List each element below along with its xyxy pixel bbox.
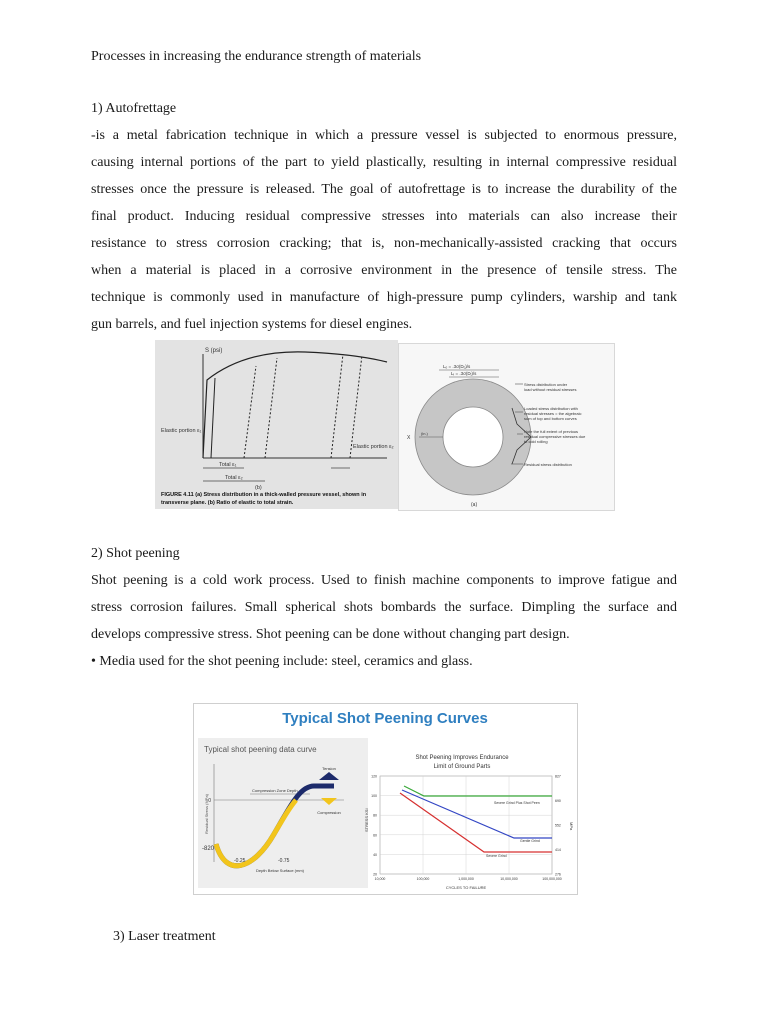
panel-label-b: (b)	[255, 485, 262, 491]
y-tick-0: 0	[208, 798, 211, 804]
bullet-media: • Media used for the shot peening include: steel, ceramics and glass.	[91, 654, 473, 669]
x-tick-2: -0.75	[278, 858, 290, 864]
blue-series-line	[402, 790, 552, 838]
y2-tick-label: 414	[555, 848, 561, 852]
figure-thick-walled-vessel	[398, 343, 615, 511]
paragraph-line: develops compressive stress. Shot peening can be done without changing part design.	[91, 627, 570, 642]
zone-label: Compression Zone Depth	[252, 788, 298, 793]
formula-outer: Lₒ = .3σ(Dₒ)/s	[443, 364, 471, 369]
y2-tick-label: 276	[555, 872, 561, 877]
paragraph-line: stress corrosion failures. Small spherical shots bombards the surface. Dimpling the surface and	[91, 600, 677, 615]
right-title-2: Limit of Ground Parts	[433, 764, 491, 770]
paragraph-line: resistance to stress corrosion cracking; that is, non-mechanically-assisted cracking that occurs	[91, 236, 677, 251]
y-tick-min: -820	[202, 846, 215, 852]
total-strain-2: Total ε₂	[225, 475, 243, 481]
annotation: residual compressive stresses due	[524, 434, 586, 439]
page-title: Processes in increasing the endurance strength of materials	[91, 49, 422, 64]
right-yticks	[371, 775, 377, 877]
total-strain-1: Total ε₁	[219, 462, 237, 468]
strain-ratio-diagram	[155, 340, 398, 509]
paragraph-line: -is a metal fabrication technique in which a pressure vessel is subjected to enormous pressure,	[91, 128, 677, 143]
panel-label-a: (a)	[471, 502, 478, 508]
shot-peening-diagram	[194, 704, 577, 894]
paragraph-line: technique is commonly used in manufacture of high-pressure pump cylinders, warship and tank	[91, 290, 677, 305]
right-xticks	[375, 877, 562, 881]
y-tick-label: 120	[371, 774, 377, 779]
left-ylabel: Residual Stress (MPa)	[204, 793, 209, 834]
x-tick-label: 100,000	[416, 877, 430, 881]
section-heading-autofrettage: 1) Autofrettage	[91, 101, 177, 116]
figure-caption-line1: FIGURE 4.11 (a) Stress distribution in a thick-walled pressure vessel, shown in	[161, 492, 367, 498]
paragraph-line: causing internal portions of the part to yield plastically, resulting in internal compressive residual	[91, 155, 677, 170]
tension-label: Tension	[322, 766, 336, 771]
compression-label: Compression	[317, 810, 341, 815]
y-tick-label: 20	[373, 872, 377, 877]
label-in: (in.)	[421, 431, 428, 436]
y-tick-label: 40	[373, 852, 377, 857]
label-x: X	[407, 435, 411, 441]
elastic-portion-2: Elastic portion ε₂	[353, 444, 394, 450]
y-tick-label: 60	[373, 833, 377, 838]
formula-inner: Lᵢ = .3σ(Dᵢ)/s	[451, 371, 477, 376]
right-y2ticks	[555, 775, 561, 877]
figure-shot-peening-curves	[193, 703, 578, 895]
left-xlabel: Depth Below Surface (mm)	[255, 868, 305, 873]
annotation: Note the full extent of previous	[524, 429, 579, 434]
annotation: Residual stress distribution	[524, 462, 572, 467]
section-heading-laser-treatment: 3) Laser treatment	[113, 929, 216, 944]
y2-tick-label: 827	[555, 774, 561, 779]
y2-tick-label: 552	[555, 823, 561, 828]
right-y2label: MPa	[569, 822, 574, 831]
annotation: residual stresses = the algebraic	[524, 411, 582, 416]
right-ylabel: STRESS KSI	[364, 808, 369, 832]
figure-title: Typical Shot Peening Curves	[282, 710, 488, 727]
left-panel-title: Typical shot peening data curve	[204, 745, 317, 754]
right-grid	[380, 776, 552, 874]
paragraph-line: stresses once the pressure is released. The goal of autofrettage is to increase the durability of the	[91, 182, 677, 197]
blue-series-label: Gentle Grind	[520, 839, 540, 843]
annotation: Loaded stress distribution with	[524, 406, 578, 411]
y-tick-label: 100	[371, 794, 377, 799]
paragraph-line: Shot peening is a cold work process. Used to finish machine components to improve fatigue and	[91, 573, 677, 588]
annotation: to cold rolling	[524, 439, 548, 444]
green-series-line	[404, 786, 552, 796]
paragraph-line: gun barrels, and fuel injection systems for diesel engines.	[91, 317, 413, 332]
annotation: load without residual stresses	[524, 387, 577, 392]
x-tick-label: 10,000	[374, 877, 386, 881]
paragraph-line: when a material is placed in a corrosive environment in the presence of tensile stress. The	[91, 263, 677, 278]
figure-strain-ratio	[155, 340, 398, 509]
figure-caption-line2: transverse plane. (b) Ratio of elastic to total strain.	[161, 500, 294, 506]
x-tick-1: -0.25	[234, 858, 246, 864]
y-tick-label: 80	[373, 813, 377, 818]
y2-tick-label: 690	[555, 799, 561, 803]
red-series-label: Severe Grind	[486, 854, 507, 858]
annotation: sum of top and bottom curves	[524, 416, 577, 421]
section-heading-shot-peening: 2) Shot peening	[91, 546, 180, 561]
annotation: Stress distribution under	[524, 382, 568, 387]
x-tick-label: 1,000,000	[458, 877, 474, 881]
x-tick-label: 100,000,000	[542, 877, 562, 881]
paragraph-line: final product. Inducing residual compressive stresses into materials can also increase their	[91, 209, 677, 224]
green-series-label: Severe Grind Plus Shot Peen	[494, 801, 540, 805]
vessel-cross-section	[399, 344, 614, 510]
left-panel-bg	[198, 738, 368, 888]
elastic-portion-1: Elastic portion ε₁	[161, 428, 202, 434]
axis-label-s: S (psi)	[205, 348, 223, 354]
right-title-1: Shot Peening Improves Endurance	[415, 755, 509, 761]
x-tick-label: 10,000,000	[500, 877, 518, 881]
right-xlabel: CYCLES TO FAILURE	[445, 885, 487, 890]
